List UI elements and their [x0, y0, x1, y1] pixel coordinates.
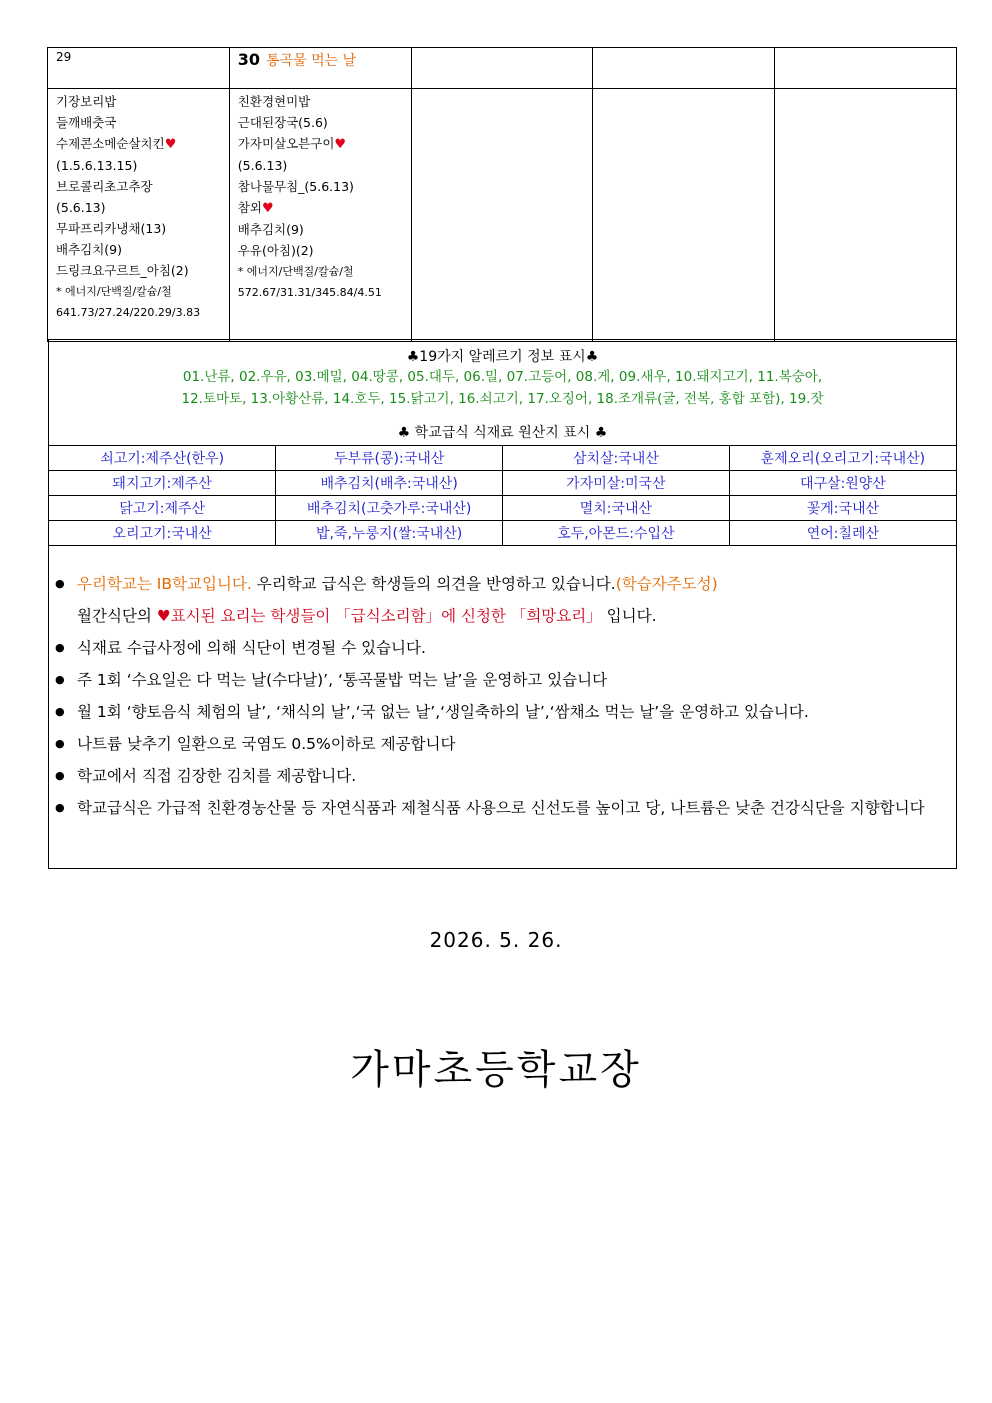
- menu-item: 배추김치(9): [56, 242, 123, 257]
- menu-item: 근대된장국(5.6): [237, 115, 328, 130]
- origin-cell: 훈제오리(오리고기:국내산): [729, 446, 956, 471]
- notice-item: ● 식재료 수급사정에 의해 식단이 변경될 수 있습니다.: [55, 632, 956, 664]
- day-header-30: [229, 48, 411, 89]
- heart-icon: ♥: [164, 137, 177, 152]
- day-number: 29: [56, 50, 72, 64]
- menu-item: 572.67/31.31/345.84/4.51: [237, 286, 382, 299]
- allergy-list-line-2: 12.토마토, 13.아황산류, 14.호두, 15.닭고기, 16.쇠고기, 17.오징어, 18.조개류(굴, 전복, 홍합 포함), 19.잣: [181, 391, 824, 407]
- notice-item: ● 학교급식은 가급적 친환경농산물 등 자연식품과 제철식품 사용으로 신선도를 높이고 당, 나트륨은 낮춘 건강식단을 지향합니다: [55, 792, 956, 824]
- notice-text: 우리학교 급식은 학생들의 의견을 반영하고 있습니다.: [251, 575, 616, 593]
- origin-row: [49, 521, 956, 546]
- menu-item: [238, 133, 411, 155]
- menu-item: 들깨배춧국: [56, 115, 117, 130]
- menu-item: [238, 197, 411, 219]
- day-menu-empty: [775, 89, 957, 342]
- menu-item-text: 수제콘소메순살치킨: [56, 136, 165, 151]
- menu-item: 친환경현미밥: [237, 94, 311, 109]
- origin-cell: 꽃게:국내산: [729, 496, 956, 521]
- menu-item: 기장보리밥: [56, 94, 117, 109]
- origin-cell: 밥,죽,누룽지(쌀:국내산): [276, 521, 503, 546]
- origin-cell: 닭고기:제주산: [49, 496, 276, 521]
- day-header-empty: [775, 48, 957, 89]
- day-header-empty: [593, 48, 775, 89]
- menu-item: 드링크요구르트_아침(2): [56, 263, 189, 278]
- origin-cell: 돼지고기:제주산: [49, 471, 276, 496]
- notice-item: ● 나트륨 낮추기 일환으로 국염도 0.5%이하로 제공합니다: [55, 728, 956, 760]
- learner-agency-text: (학습자주도성): [615, 575, 718, 593]
- requested-dish-text: 표시된 요리는 학생들이 「급식소리함」에 신청한 「희망요리」: [170, 607, 602, 625]
- notice-item: ● 월 1회 ‘향토음식 체험의 날’, ‘채식의 날’,‘국 없는 날’,‘생일축하의 날’,‘쌈채소 먹는 날’을 운영하고 있습니다.: [55, 696, 956, 728]
- day-menu-30: [229, 89, 411, 342]
- notice-item: ● 주 1회 ‘수요일은 다 먹는 날(수다날)’, ‘통곡물밥 먹는 날’을 운영하고 있습니다: [55, 664, 956, 696]
- menu-item: 브로콜리초고추장: [56, 179, 153, 194]
- heart-icon: ♥: [156, 607, 171, 625]
- menu-item: 641.73/27.24/220.29/3.83: [56, 306, 201, 319]
- origin-row: [49, 496, 956, 521]
- origin-cell: 연어:칠레산: [729, 521, 956, 546]
- notice-item: ● 학교에서 직접 김장한 김치를 제공합니다.: [55, 760, 956, 792]
- origin-cell: 배추김치(고춧가루:국내산): [276, 496, 503, 521]
- menu-item: (5.6.13): [237, 158, 288, 173]
- info-box: [48, 339, 957, 869]
- menu-body-row: [48, 89, 957, 342]
- menu-item: 우유(아침)(2): [237, 243, 314, 258]
- heart-icon: ♥: [334, 137, 347, 152]
- allergy-list-line-1: 01.난류, 02.우유, 03.메밀, 04.땅콩, 05.대두, 06.밀, 07.고등어, 08.게, 09.새우, 10.돼지고기, 11.복숭아,: [182, 369, 823, 385]
- origin-cell: 멸치:국내산: [503, 496, 730, 521]
- day-menu-empty: [411, 89, 593, 342]
- notice-list: [49, 546, 956, 824]
- issue-date: 2026. 5. 26.: [429, 928, 563, 952]
- origin-cell: 가자미살:미국산: [503, 471, 730, 496]
- weekly-menu-table: [47, 47, 957, 342]
- day-header-29: [48, 48, 230, 89]
- day-menu-29: [48, 89, 230, 342]
- origin-row: [49, 471, 956, 496]
- menu-item: * 에너지/단백질/칼슘/철: [56, 285, 172, 298]
- origin-cell: 배추김치(배추:국내산): [276, 471, 503, 496]
- origin-cell: 오리고기:국내산: [49, 521, 276, 546]
- menu-item: [56, 133, 229, 155]
- menu-item: 무파프리카냉채(13): [56, 221, 167, 236]
- day-theme-title: 통곡물 먹는 날: [266, 53, 357, 69]
- notice-text: 월간식단의: [77, 607, 157, 625]
- menu-header-row: [48, 48, 957, 89]
- heart-icon: ♥: [261, 201, 274, 216]
- ib-school-text: 우리학교는 IB학교입니다.: [77, 575, 252, 593]
- day-number: 30: [237, 50, 261, 69]
- menu-item-text: 가자미살오븐구이: [237, 136, 335, 151]
- origin-table: [49, 445, 956, 546]
- menu-item-list: [230, 89, 411, 303]
- origin-cell: 삼치살:국내산: [503, 446, 730, 471]
- day-header-empty: [411, 48, 593, 89]
- notice-item: [55, 568, 956, 632]
- notice-text: 입니다.: [601, 607, 657, 625]
- origin-title: ♣ 학교급식 식재료 원산지 표시 ♣: [397, 425, 608, 441]
- day-menu-empty: [593, 89, 775, 342]
- principal-signature: 가마초등학교장: [350, 1047, 642, 1093]
- origin-row: [49, 446, 956, 471]
- menu-item: 참나물무침_(5.6.13): [237, 179, 354, 194]
- menu-item: * 에너지/단백질/칼슘/철: [237, 265, 354, 278]
- origin-cell: 호두,아몬드:수입산: [503, 521, 730, 546]
- menu-item: 배추김치(9): [237, 222, 304, 237]
- origin-cell: 대구살:원양산: [729, 471, 956, 496]
- menu-item: (5.6.13): [56, 200, 106, 215]
- allergy-title: ♣19가지 알레르기 정보 표시♣: [406, 349, 599, 365]
- menu-item-text: 참외: [237, 200, 262, 215]
- origin-cell: 쇠고기:제주산(한우): [49, 446, 276, 471]
- menu-item: (1.5.6.13.15): [56, 158, 138, 173]
- menu-item-list: [48, 89, 229, 323]
- origin-cell: 두부류(콩):국내산: [276, 446, 503, 471]
